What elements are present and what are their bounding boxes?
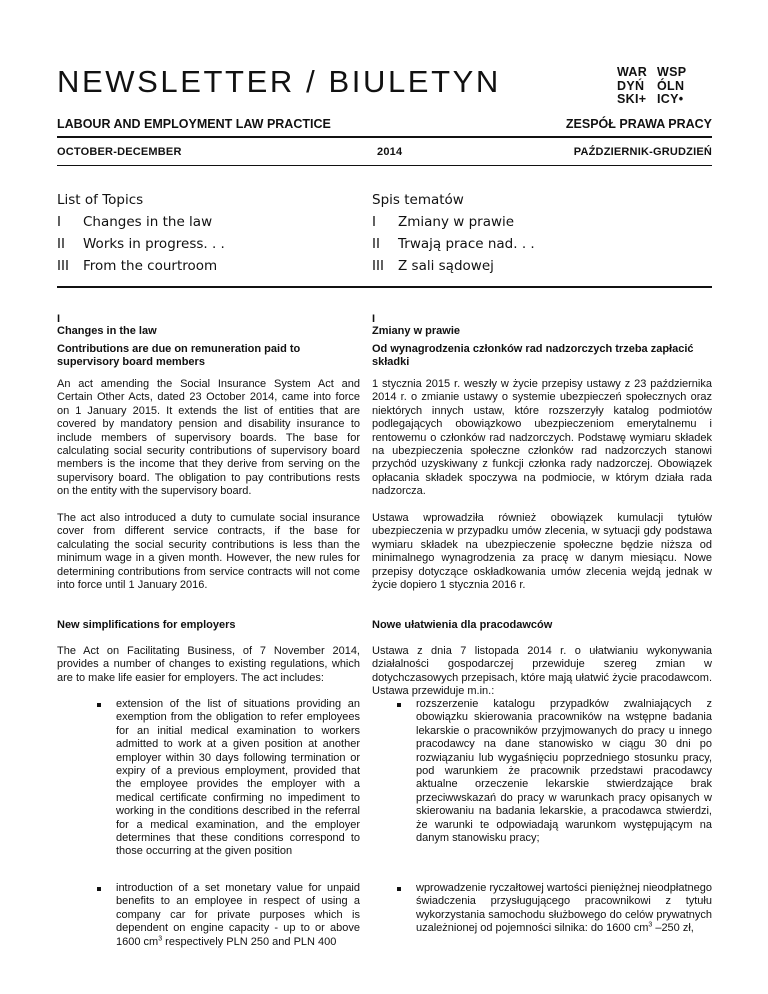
period-year: 2014	[377, 146, 403, 158]
section-number: I	[372, 313, 376, 325]
logo-text: DYŃ	[617, 78, 645, 93]
section-heading-en	[57, 313, 360, 338]
bullet-marker	[397, 703, 401, 707]
logo-text: ICY•	[657, 92, 684, 106]
topics-list-en	[57, 189, 225, 277]
bullet-item-pl: rozszerzenie katalogu przypadków zwalniających z obowiązku skierowania pracowników na wstępne badania lekarskie o pracowników przyjmowanych do pracy u innego pracodawcy na dane stanowisko w ciągu 30 dni po rozwiązaniu lub wygaśnięciu poprzedniego stosunku pracy, pod warunkiem że pracownik przedstawi pracodawcy aktualne orzeczenie lekarskie stwierdzające brak przeciwwskazań do pracy w warunkach pracy opisanych w skierowaniu na badania lekarskie, a pracodawca stwierdzi, że warunki te odpowiadają warunkom występującym na danym stanowisku pracy;	[416, 698, 712, 845]
practice-header	[57, 117, 712, 131]
topic-item: III Z sali sądowej	[372, 258, 494, 274]
article-heading-en: New simplifications for employers	[57, 619, 236, 631]
practice-name-pl: ZESPÓŁ PRAWA PRACY	[565, 117, 712, 131]
masthead	[57, 62, 717, 110]
bullet-marker	[397, 887, 401, 891]
topics-list-pl	[372, 189, 535, 277]
paragraph-en: The act also introduced a duty to cumulate social insurance cover from different service contracts, if the base for calculating the social security contributions is less than the minimum wage in a given month. However, the new rules for determining contributions from service contracts will not come into force until 1 January 2016.	[57, 512, 360, 592]
firm-logo	[617, 66, 729, 110]
period-en: OCTOBER-DECEMBER	[57, 146, 182, 158]
bullet-marker	[97, 703, 101, 707]
topic-item: III From the courtroom	[57, 258, 218, 274]
header-divider	[57, 136, 712, 138]
topics-divider	[57, 286, 712, 288]
topic-item: II Trwają prace nad. . .	[372, 236, 535, 252]
article-heading-pl: Od wynagrodzenia członków rad nadzorczych trzeba zapłacić składki	[372, 343, 694, 368]
bullet-item-en: extension of the list of situations providing an exemption from the obligation to refer employees for an initial medical examination to workers admitted to work at a given position at another employer within 30 days following termination or expiry of a previous employment, provided that the employee provides the employer with a medical certificate confirming no impediment to working in the conditions described in the referral for a medical examination, and the employer determines that these conditions correspond to those occurring at the given position	[116, 698, 360, 858]
paragraph-en: The Act on Facilitating Business, of 7 November 2014, provides a number of changes to existing regulations, which are to make life easier for employers. The act includes:	[57, 645, 360, 684]
topics-heading: List of Topics	[57, 192, 144, 208]
section-title: Zmiany w prawie	[372, 325, 461, 337]
bullet-marker	[97, 887, 101, 891]
article-heading-en: Contributions are due on remuneration paid to supervisory board members	[57, 343, 301, 368]
topic-item: I Changes in the law	[57, 214, 213, 230]
bullet-item-en: introduction of a set monetary value for unpaid benefits to an employee in respect of using a company car for private purposes which is dependent on engine capacity - up to or above 1600 $cm^3$ respectively PLN 250 and PLN 400	[116, 882, 360, 948]
logo-text: ÓLN	[657, 78, 685, 93]
section-title: Changes in the law	[57, 325, 157, 337]
paragraph-en: An act amending the Social Insurance System Act and Certain Other Acts, dated 23 October 2014, came into force on 1 January 2015. It extends the list of entities that are covered by mandatory pension and disability insurance to include members of supervisory boards. The base for calculating social security contributions of supervisory board members is the income that they derive from serving on the supervisory board. The obligation to pay contributions rests on the entity with the supervisory board.	[57, 378, 360, 498]
paragraph-pl: 1 stycznia 2015 r. weszły w życie przepisy ustawy z 23 października 2014 r. o zmianie ustawy o systemie ubezpieczeń społecznych oraz niektórych innych ustaw, które rozszerzyły katalog podmiotów podlegających obowiązkowo ubezpieczeniom emerytalnemu i rentowemu o członków rad nadzorczych. Podstawę wymiaru składek na ubezpieczenia społeczne członków rad nadzorczych stanowi przychód uzyskiwany z funkcji członka rady nadzorczej. Obowiązek opłacania składek spoczywa na podmiocie, w którym działa rada nadzorcza.	[372, 378, 712, 498]
article-heading-pl: Nowe ułatwienia dla pracodawców	[372, 619, 553, 631]
practice-name-en: LABOUR AND EMPLOYMENT LAW PRACTICE	[57, 117, 331, 131]
period-divider	[57, 165, 712, 166]
paragraph-pl: Ustawa wprowadziła również obowiązek kumulacji tytułów ubezpieczenia w przypadku umów zlecenia, w sytuacji gdy podstawa wymiaru składek na ubezpieczenie społeczne będzie niższa od minimalnego wynagrodzenia za pracę w danym miesiącu. Nowe przepisy dotyczące oskładkowania umów zlecenia wejdą jednak w życie dopiero 1 stycznia 2016 r.	[372, 512, 712, 592]
topic-item: I Zmiany w prawie	[372, 214, 515, 230]
section-number: I	[57, 313, 61, 325]
period-header	[57, 146, 712, 158]
logo-column-right	[657, 66, 686, 107]
logo-text: WSP	[657, 65, 687, 79]
logo-text: WAR	[617, 65, 648, 79]
period-pl: PAŹDZIERNIK-GRUDZIEŃ	[573, 146, 712, 158]
logo-column-left	[617, 66, 647, 107]
section-heading-pl	[372, 313, 712, 338]
topics-heading: Spis tematów	[372, 192, 464, 208]
bullet-item-pl: wprowadzenie ryczałtowej wartości pieniężnej nieodpłatnego świadczenia przysługującego pracownikowi z tytułu wykorzystania samochodu służbowego do celów prywatnych uzależnionej od pojemności silnika: do 1600 $cm^3$ –250 zł,	[416, 882, 712, 935]
topic-item: II Works in progress. . .	[57, 236, 225, 252]
newsletter-title: NEWSLETTER / BIULETYN	[57, 64, 501, 99]
logo-text: SKI+	[617, 92, 647, 106]
paragraph-pl: Ustawa z dnia 7 listopada 2014 r. o ułatwianiu wykonywania działalności gospodarczej przewiduje szereg zmian w dotychczasowych przepisach, które mają ułatwić życie pracodawcom. Ustawa przewiduje m.in.:	[372, 645, 712, 698]
